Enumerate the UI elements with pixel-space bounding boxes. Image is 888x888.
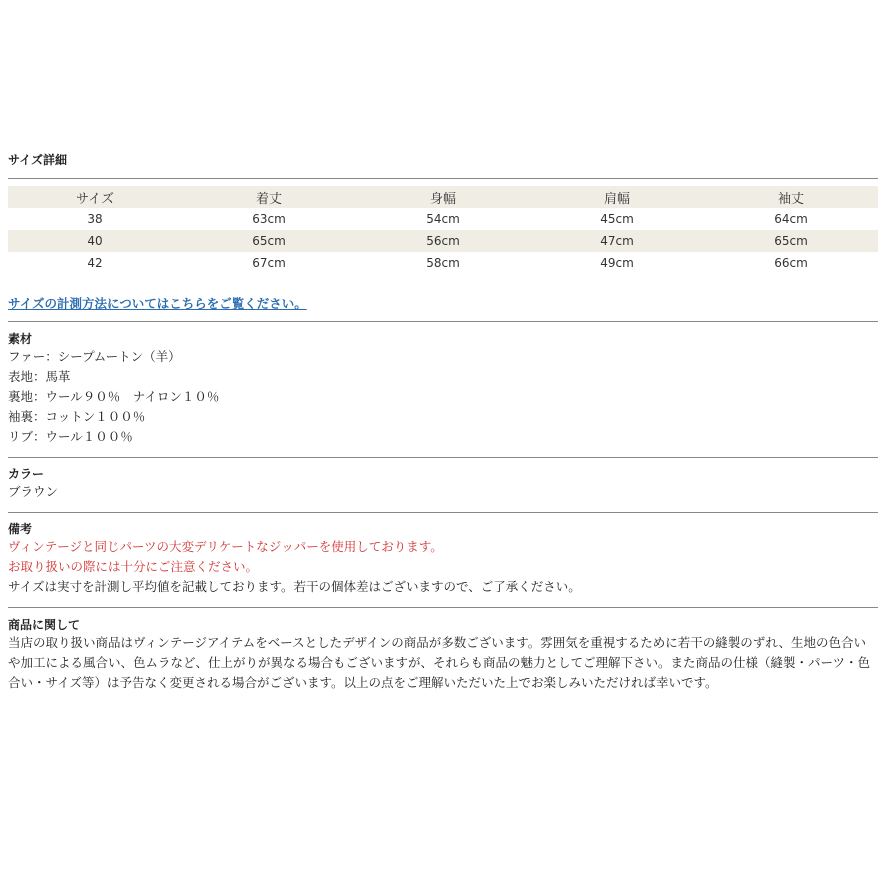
divider [8, 457, 878, 458]
size-detail-title: サイズ詳細 [8, 153, 68, 167]
product-info-title: 商品に関して [8, 618, 81, 632]
size-table-header-cell: 身幅 [356, 186, 530, 208]
table-cell: 42 [87, 256, 103, 270]
notes-section [8, 521, 878, 597]
size-table [8, 186, 878, 274]
divider [8, 321, 878, 322]
zipper-warning-line: ヴィンテージと同じパーツの大変デリケートなジッパーを使用しております。 [8, 539, 443, 554]
table-row [8, 230, 878, 252]
size-table-header-cell: 肩幅 [530, 186, 704, 208]
size-table-header-cell: サイズ [8, 186, 182, 208]
table-cell: 40 [8, 230, 182, 252]
divider [8, 178, 878, 179]
size-note-line: サイズは実寸を計測し平均値を記載しております。若干の個体差はございますので、ご了承ください。 [8, 579, 581, 594]
table-cell: 67cm [252, 256, 286, 270]
table-cell: 65cm [704, 230, 878, 252]
handling-warning-line: お取り扱いの際には十分にご注意ください。 [8, 559, 259, 574]
table-cell: 47cm [530, 230, 704, 252]
size-table-header-row [8, 186, 878, 208]
table-cell: 64cm [774, 212, 808, 226]
material-line: リブ：ウール１００％ [8, 429, 133, 444]
color-value: ブラウン [8, 484, 59, 499]
divider [8, 607, 878, 608]
material-title: 素材 [8, 332, 33, 346]
material-line: ファー：シープムートン（羊） [8, 349, 181, 364]
material-line: 表地：馬革 [8, 369, 71, 384]
table-cell: 66cm [774, 256, 808, 270]
color-section [8, 466, 878, 502]
product-info-section [8, 617, 878, 693]
notes-title: 備考 [8, 522, 33, 536]
table-cell: 54cm [426, 212, 460, 226]
table-cell: 58cm [426, 256, 460, 270]
table-cell: 45cm [600, 212, 634, 226]
table-cell: 38 [87, 212, 103, 226]
material-line: 袖裏：コットン１００％ [8, 409, 146, 424]
table-row [8, 252, 878, 274]
size-table-header-cell: 袖丈 [704, 186, 878, 208]
material-section [8, 331, 878, 447]
table-cell: 49cm [600, 256, 634, 270]
size-table-header-cell: 着丈 [182, 186, 356, 208]
table-cell: 56cm [356, 230, 530, 252]
color-title: カラー [8, 467, 45, 481]
table-cell: 65cm [182, 230, 356, 252]
divider [8, 512, 878, 513]
table-cell: 63cm [252, 212, 286, 226]
size-measurement-link[interactable]: サイズの計測方法についてはこちらをご覧ください。 [8, 296, 307, 311]
product-info-text: 当店の取り扱い商品はヴィンテージアイテムをベースとしたデザインの商品が多数ございます。雰囲気を重視するために若干の縫製のずれ、生地の色合いや加工による風合い、色ムラなど、仕上がりが異なる場合もございますが、それらも商品の魅力としてご理解下さい。また商品の仕様（縫製・パーツ・色合い・サイズ等）は予告なく変更される場合がございます。以上の点をご理解いただいた上でお楽しみいただければ幸いです。 [8, 635, 871, 690]
material-line: 裏地：ウール９０％ ナイロン１０％ [8, 389, 220, 404]
table-row [8, 208, 878, 230]
